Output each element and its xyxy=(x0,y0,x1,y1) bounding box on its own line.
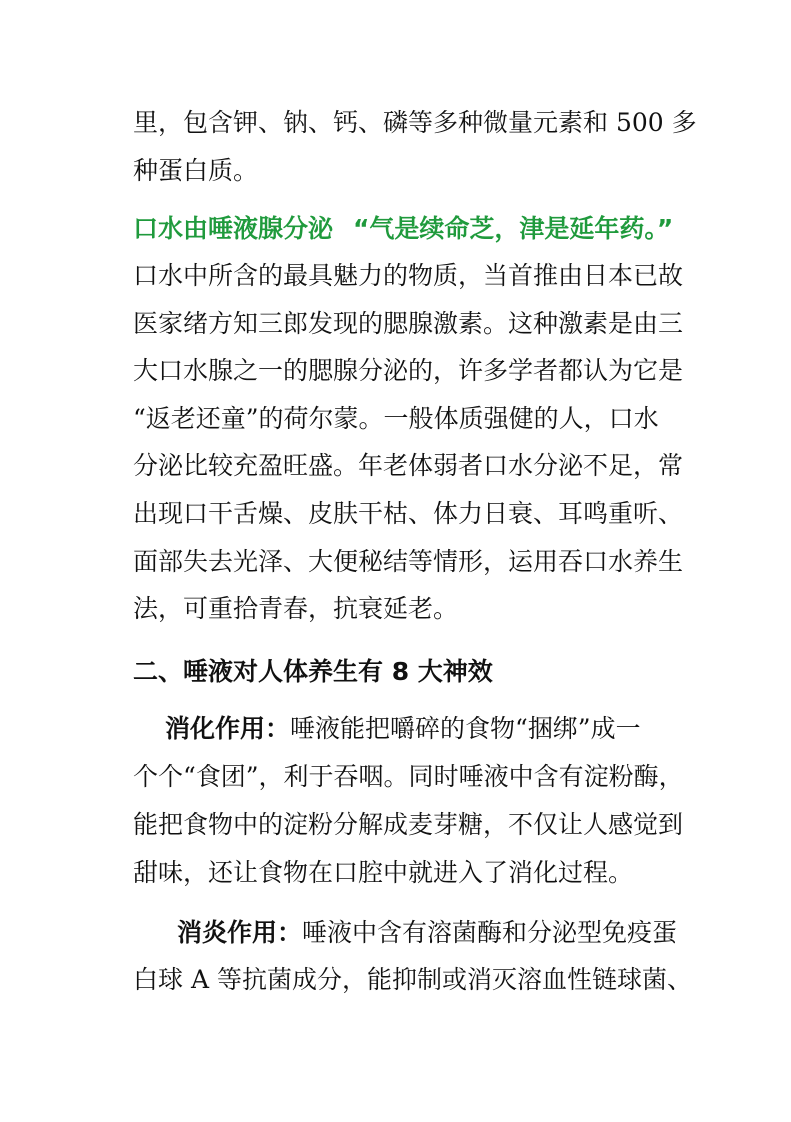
saliva-title-quote: “气是续命芝，津是延年药。” xyxy=(352,214,674,243)
saliva-line-5: 分泌比较充盈旺盛。年老体弱者口水分泌不足，常 xyxy=(133,451,684,480)
intro-line-2: 种蛋白质。 xyxy=(133,156,259,185)
saliva-line-7: 面部失去光泽、大便秘结等情形，运用吞口水养生 xyxy=(133,547,684,576)
saliva-line-2: 医家绪方知三郎发现的腮腺激素。这种激素是由三 xyxy=(133,309,684,338)
saliva-line-1: 口水中所含的最具魅力的物质，当首推由日本已故 xyxy=(133,261,684,290)
digestion-line-2: 个个“食团”，利于吞咽。同时唾液中含有淀粉酶， xyxy=(133,762,684,791)
digestion-line-1 xyxy=(165,712,658,746)
antiinflammation-label: 消炎作用： xyxy=(177,918,303,947)
antiinflammation-text-1: 唾液中含有溶菌酶和分泌型免疫蛋 xyxy=(302,918,678,947)
saliva-line-8: 法，可重拾青春，抗衰延老。 xyxy=(133,594,459,623)
saliva-section-title xyxy=(133,212,674,246)
intro-line-1: 里，包含钾、钠、钙、磷等多种微量元素和 500 多 xyxy=(133,108,697,137)
antiinflammation-line-2: 白球 A 等抗菌成分，能抑制或消灭溶血性链球菌、 xyxy=(133,965,692,994)
digestion-line-4: 甜味，还让食物在口腔中就进入了消化过程。 xyxy=(133,858,634,887)
saliva-title-left: 口水由唾液腺分泌 xyxy=(133,214,334,243)
digestion-line-3: 能把食物中的淀粉分解成麦芽糖，不仅让人感觉到 xyxy=(133,810,684,839)
saliva-line-4: “返老还童”的荷尔蒙。一般体质强健的人，口水 xyxy=(133,404,659,433)
antiinflammation-line-1 xyxy=(177,916,678,950)
digestion-label: 消化作用： xyxy=(165,714,291,743)
saliva-line-3: 大口水腺之一的腮腺分泌的，许多学者都认为它是 xyxy=(133,356,684,385)
section-2-heading: 二、唾液对人体养生有 8 大神效 xyxy=(133,657,493,686)
saliva-line-6: 出现口干舌燥、皮肤干枯、体力日衰、耳鸣重听、 xyxy=(133,499,684,528)
digestion-text-1: 唾液能把嚼碎的食物“捆绑”成一 xyxy=(290,714,641,743)
